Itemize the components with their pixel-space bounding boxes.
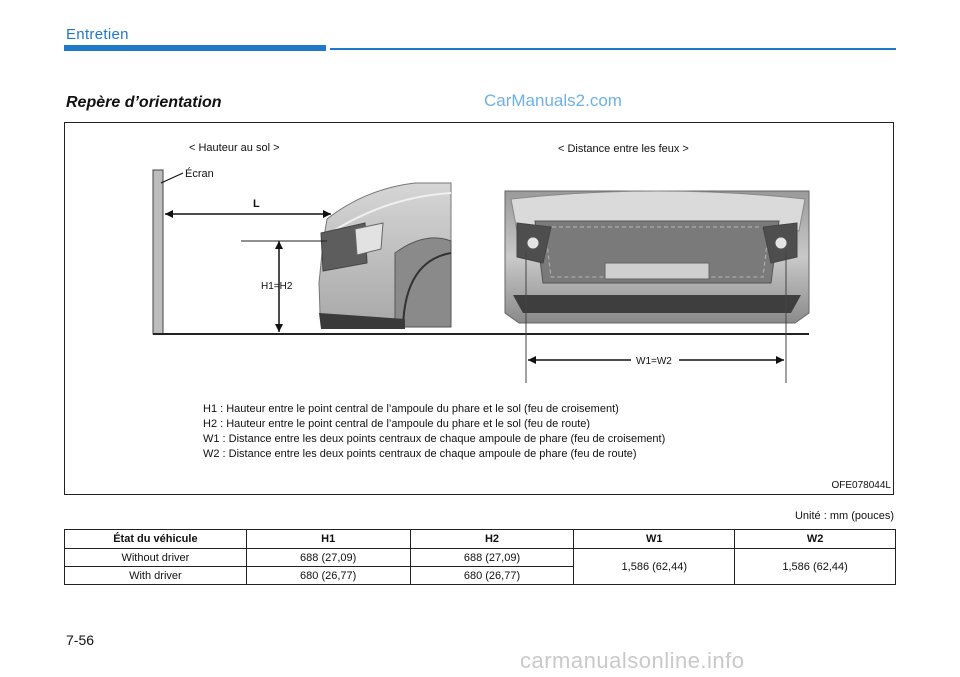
- header-w1: W1: [574, 530, 735, 549]
- watermark-top: CarManuals2.com: [484, 91, 622, 110]
- cell-w1: 1,586 (62,44): [574, 549, 735, 585]
- section-title: Entretien: [66, 26, 129, 43]
- cell-h1: 680 (26,77): [246, 567, 410, 585]
- page-title: Repère d’orientation: [66, 94, 222, 111]
- screen-label: Écran: [185, 168, 214, 180]
- distance-label: L: [253, 198, 260, 210]
- table-header-row: [65, 530, 896, 549]
- caption-ground-height: < Hauteur au sol >: [189, 142, 280, 154]
- distance-dimension: [165, 210, 331, 218]
- width-label: W1=W2: [636, 356, 672, 367]
- table-row: [65, 549, 896, 567]
- car-side-view: [319, 183, 451, 329]
- legend-h2: H2 : Hauteur entre le point central de l’ampoule du phare et le sol (feu de route): [203, 418, 591, 430]
- legend-h1: H1 : Hauteur entre le point central de l’ampoule du phare et le sol (feu de croisement): [203, 403, 619, 415]
- header-vehicle-state: État du véhicule: [65, 530, 247, 549]
- legend-w1: W1 : Distance entre les deux points centraux de chaque ampoule de phare (feu de croisement): [203, 433, 666, 445]
- cell-state: With driver: [65, 567, 247, 585]
- header-rule-thick: [64, 45, 326, 51]
- spec-table: [64, 529, 896, 585]
- car-front-view: [505, 191, 809, 323]
- legend-w2: W2 : Distance entre les deux points centraux de chaque ampoule de phare (feu de route): [203, 448, 637, 460]
- cell-h2: 688 (27,09): [410, 549, 574, 567]
- page-number: 7-56: [66, 632, 95, 648]
- header-h2: H2: [410, 530, 574, 549]
- unit-label: Unité : mm (pouces): [794, 510, 894, 522]
- header-w2: W2: [735, 530, 896, 549]
- height-label: H1=H2: [261, 281, 293, 292]
- cell-state: Without driver: [65, 549, 247, 567]
- cell-h1: 688 (27,09): [246, 549, 410, 567]
- cell-w2: 1,586 (62,44): [735, 549, 896, 585]
- screen-panel: [153, 170, 163, 334]
- screen-pointer: [161, 173, 183, 183]
- header-h1: H1: [246, 530, 410, 549]
- figure-legend: [203, 402, 665, 462]
- header-rule-thin: [330, 48, 896, 50]
- caption-lamp-distance: < Distance entre les feux >: [558, 143, 689, 155]
- watermark-bottom: carmanualsonline.info: [520, 648, 745, 673]
- aiming-figure: [64, 122, 894, 495]
- figure-code: OFE078044L: [831, 480, 891, 491]
- cell-h2: 680 (26,77): [410, 567, 574, 585]
